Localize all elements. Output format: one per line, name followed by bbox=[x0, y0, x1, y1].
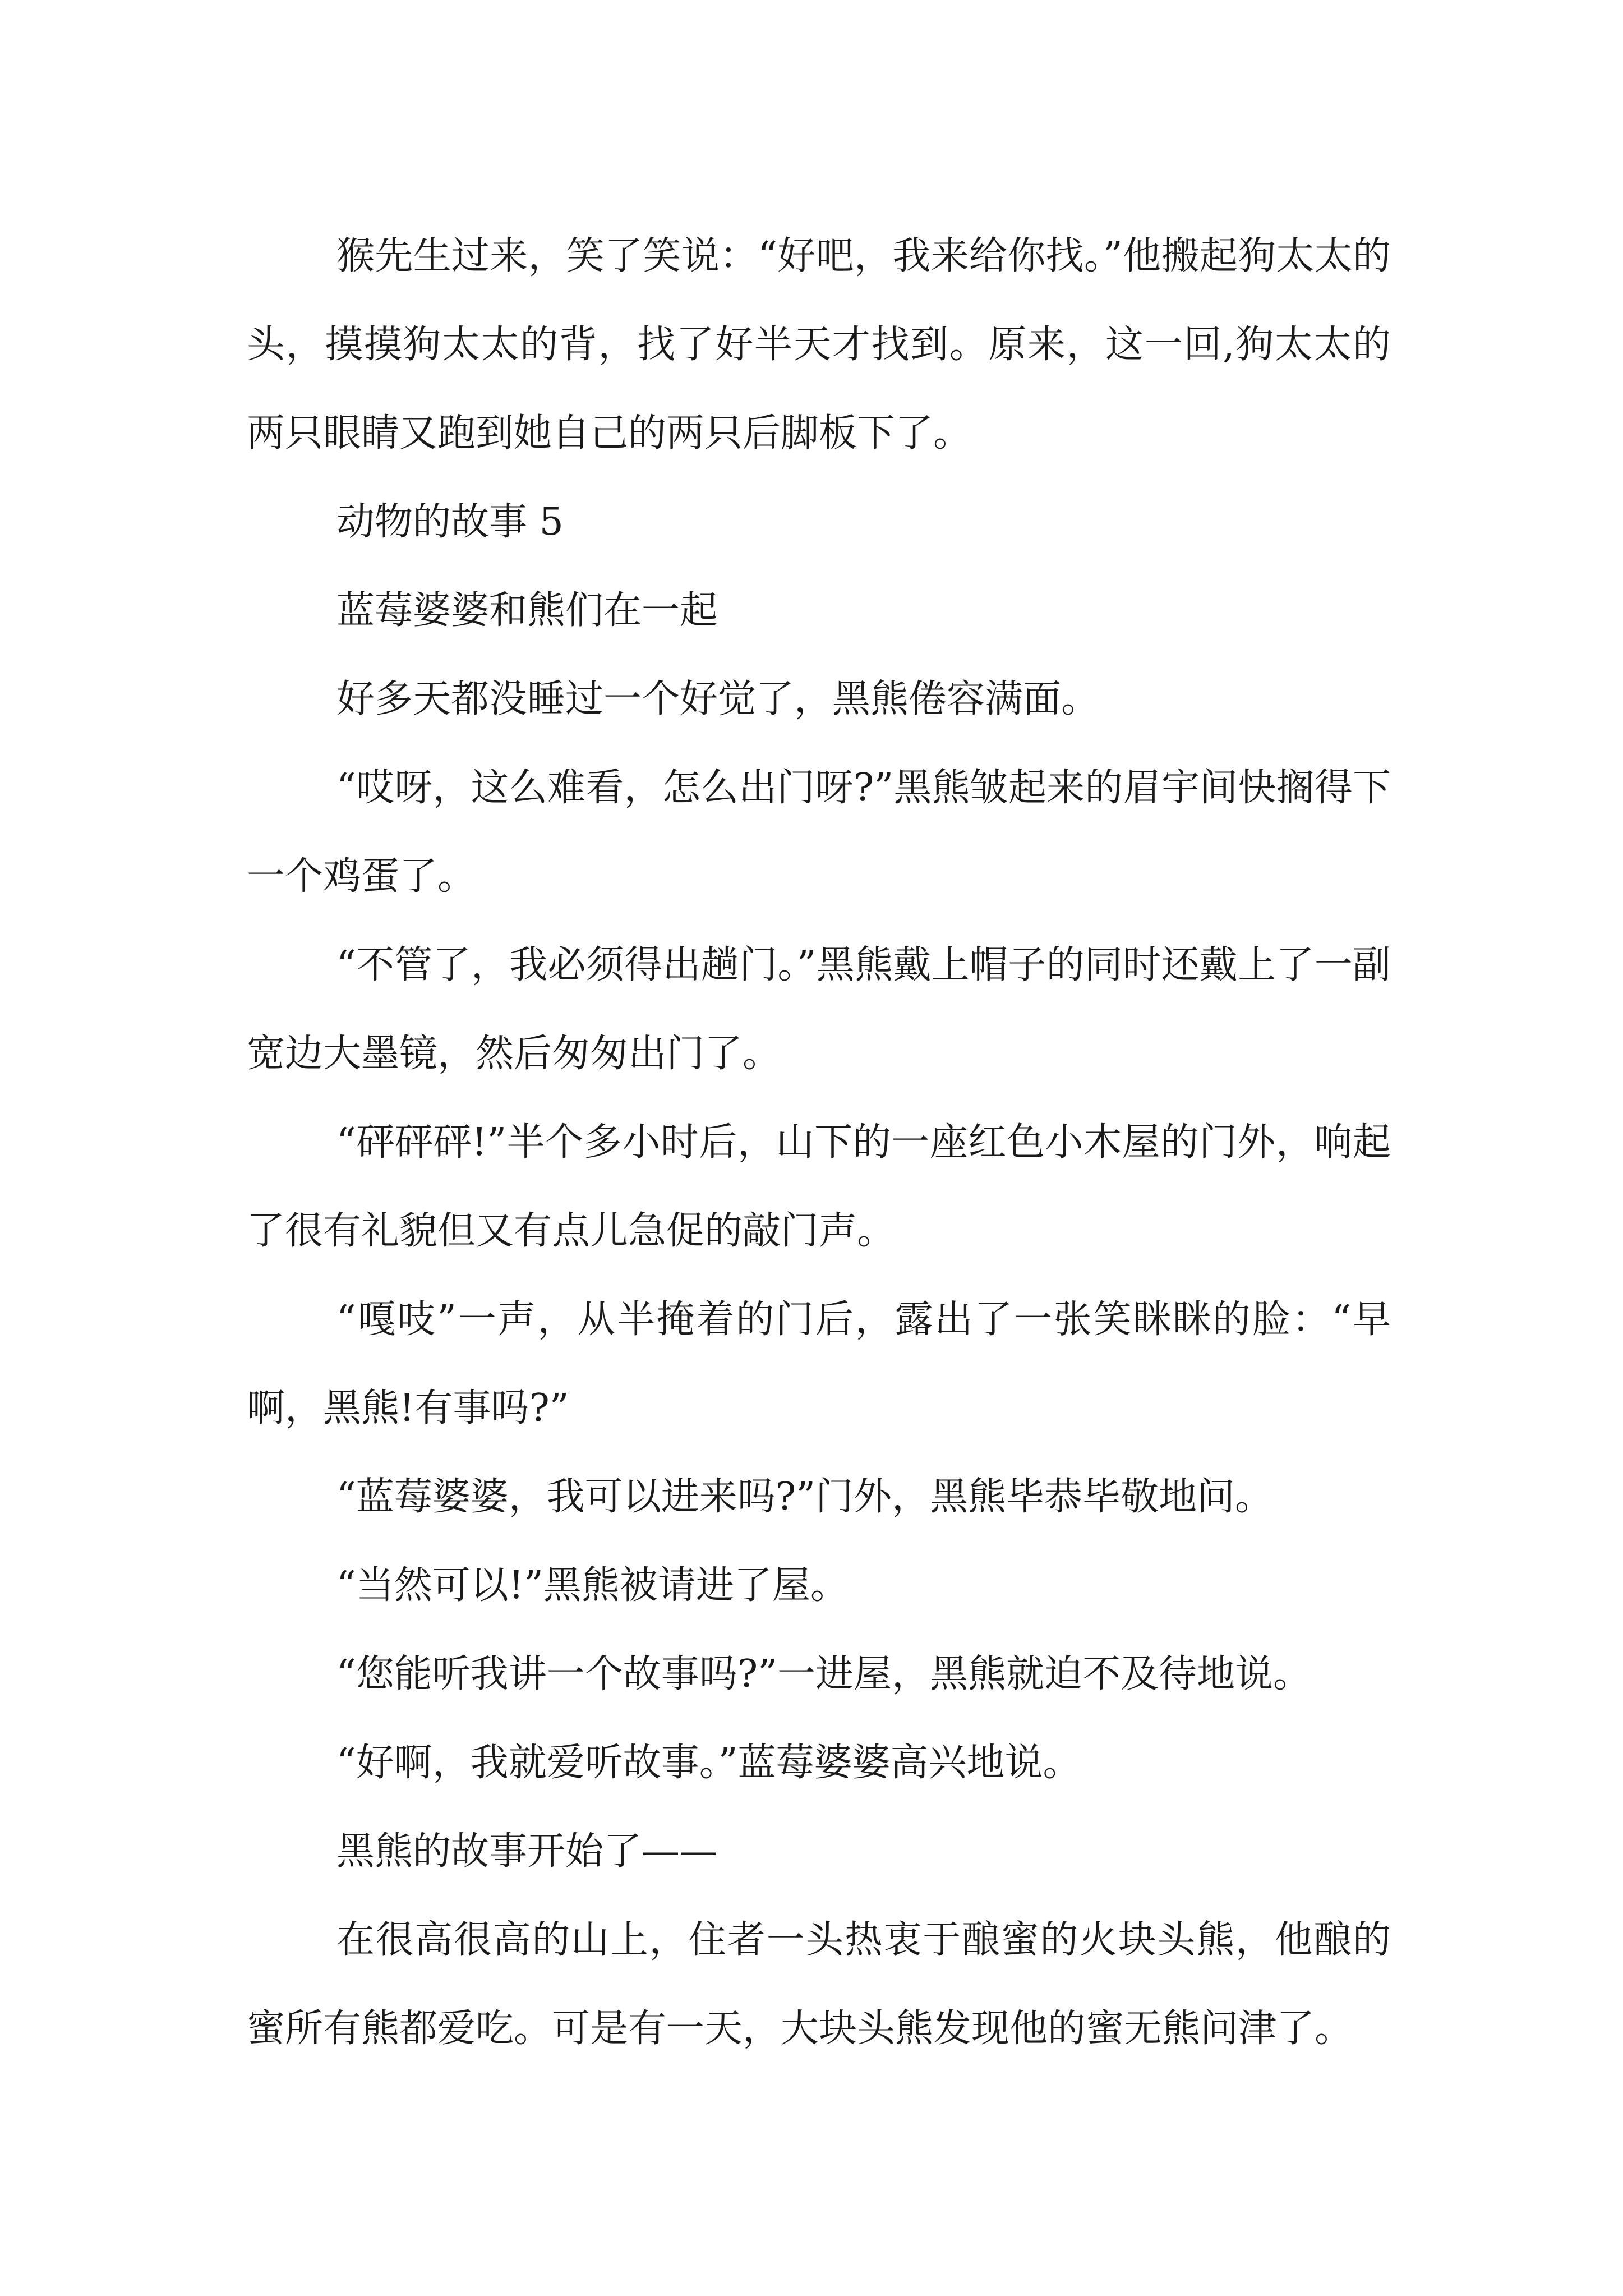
body-text bbox=[247, 212, 1391, 2073]
paragraph: “哎呀，这么难看，怎么出门呀?”黑熊皱起来的眉宇间快搁得下一个鸡蛋了。 bbox=[247, 766, 1391, 899]
paragraph: 好多天都没睡过一个好觉了，黑熊倦容满面。 bbox=[336, 677, 1100, 721]
paragraph: “不管了，我必须得出趟门。”黑熊戴上帽子的同时还戴上了一副宽边大墨镜，然后匆匆出门了。 bbox=[247, 943, 1391, 1076]
section-title: 动物的故事 5 bbox=[336, 500, 564, 544]
paragraph: 黑熊的故事开始了—— bbox=[336, 1829, 718, 1874]
paragraph: “蓝莓婆婆，我可以进来吗?”门外，黑熊毕恭毕敬地问。 bbox=[336, 1475, 1273, 1519]
paragraph: 在很高很高的山上，住者一头热衷于酿蜜的火块头熊，他酿的蜜所有熊都爱吃。可是有一天，大块头熊发现他的蜜无熊问津了。 bbox=[247, 1918, 1391, 2051]
paragraph: 猴先生过来，笑了笑说：“好吧，我来给你找。”他搬起狗太太的头，摸摸狗太太的背，找了好半天才找到。原来，这一回,狗太太的两只眼睛又跑到她自己的两只后脚板下了。 bbox=[247, 234, 1391, 455]
story-title: 蓝莓婆婆和熊们在一起 bbox=[336, 588, 718, 633]
paragraph: “当然可以!”黑熊被请进了屋。 bbox=[336, 1563, 849, 1608]
paragraph: “嘎吱”一声，从半掩着的门后，露出了一张笑眯眯的脸：“早啊，黑熊!有事吗?” bbox=[247, 1297, 1391, 1430]
paragraph: “您能听我讲一个故事吗?”一进屋，黑熊就迫不及待地说。 bbox=[336, 1652, 1311, 1696]
paragraph: “砰砰砰!”半个多小时后，山下的一座红色小木屋的门外，响起了很有礼貌但又有点儿急促的敲门声。 bbox=[247, 1120, 1391, 1253]
paragraph: “好啊，我就爱听故事。”蓝莓婆婆高兴地说。 bbox=[336, 1741, 1081, 1785]
